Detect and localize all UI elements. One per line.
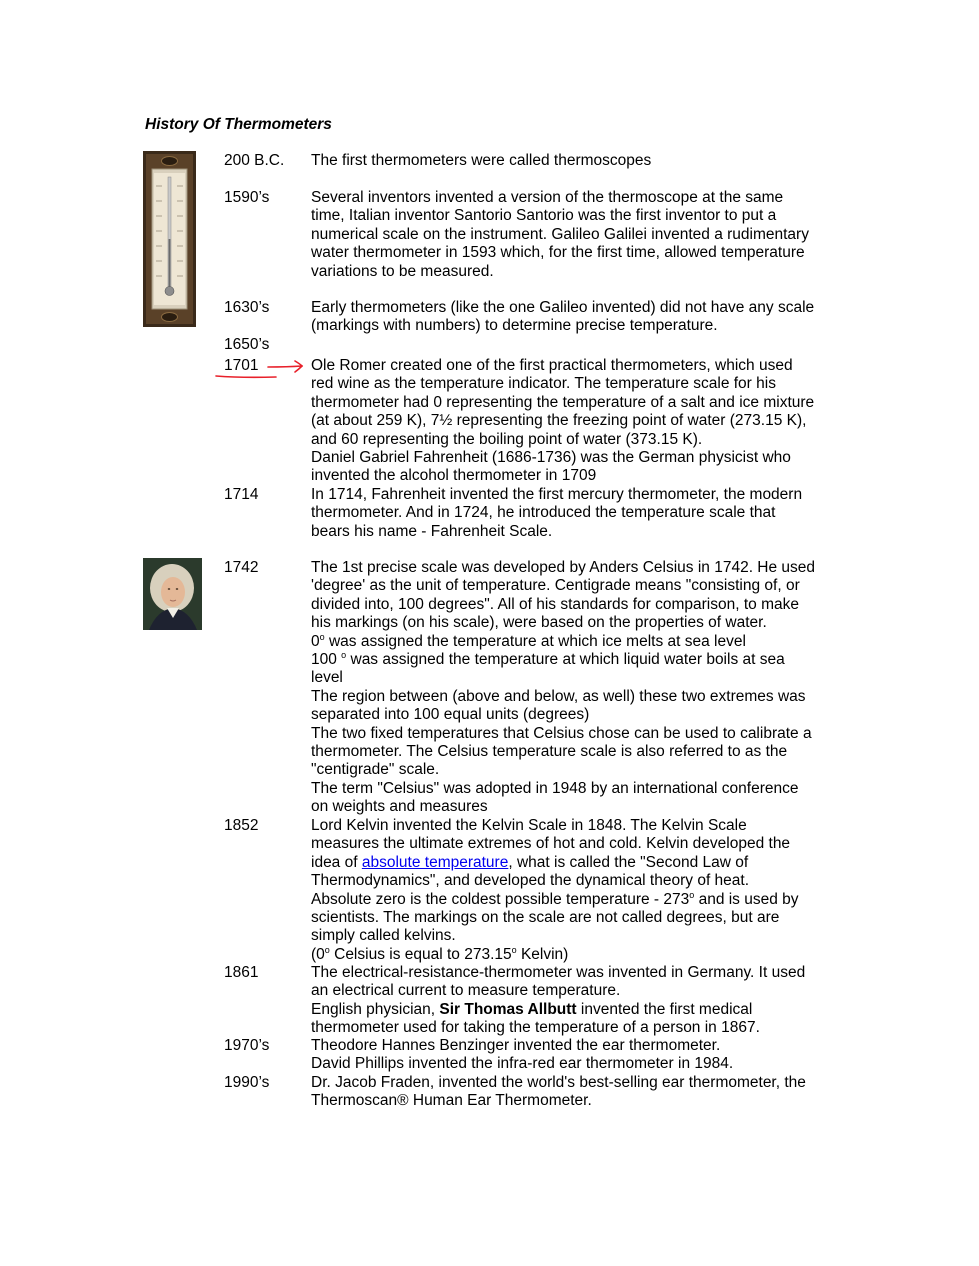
entry-text-fragment: Celsius is equal to 273.15 (329, 945, 512, 963)
entry-text: (at about 259 K), 7½ representing the freezing point of water (273.15 K), (311, 412, 807, 430)
entry-text: red wine as the temperature indicator. The temperature scale for his (311, 375, 776, 393)
year-label: 1990’s (224, 1074, 270, 1091)
entry-text-fragment: idea of (311, 853, 362, 871)
entry-text: an electrical current to measure temperature. (311, 982, 621, 1000)
entry-text: Lord Kelvin invented the Kelvin Scale in 1848. The Kelvin Scale (311, 817, 747, 834)
entry-text: Thermodynamics", and developed the dynamical theory of heat. (311, 872, 750, 890)
entry-text-fragment: and is used by (694, 890, 799, 908)
entry-text (311, 891, 844, 909)
degree-symbol: o (689, 889, 695, 900)
degree-symbol: o (341, 650, 347, 661)
timeline-entry-1861 (224, 964, 844, 1038)
entry-text-fragment: (0 (311, 945, 325, 963)
entry-text (311, 1001, 844, 1019)
timeline-entry-1852 (224, 817, 844, 964)
degree-symbol: o (324, 944, 330, 955)
entry-text: The electrical-resistance-thermometer was invented in Germany. It used (311, 964, 806, 981)
entry-text: The two fixed temperatures that Celsius chose can be used to calibrate a (311, 724, 812, 742)
thermometer-image (143, 151, 196, 327)
entry-text: thermometer. The Celsius temperature scale is also referred to as the (311, 743, 788, 761)
degree-number: 0 (311, 632, 320, 650)
entry-text: thermometer used for taking the temperature of a person in 1867. (311, 1019, 760, 1037)
entry-text (311, 946, 844, 964)
page-title: History Of Thermometers (145, 116, 332, 133)
entry-text: The term "Celsius" was adopted in 1948 by an international conference (311, 779, 799, 797)
bold-name: Sir Thomas Allbutt (439, 1000, 577, 1018)
entry-text: Theodore Hannes Benzinger invented the ear thermometer. (311, 1037, 721, 1054)
year-label: 1742 (224, 559, 259, 576)
entry-text: (markings with numbers) to determine precise temperature. (311, 317, 718, 335)
entry-text: "centigrade" scale. (311, 761, 440, 779)
entry-text: The 1st precise scale was developed by Anders Celsius in 1742. He used (311, 559, 816, 576)
entry-text-fragment: was assigned the temperature at which ice melts at sea level (324, 632, 746, 650)
entry-text-fragment: Absolute zero is the coldest possible temperature - 273 (311, 890, 690, 908)
entry-text: water thermometer in 1593 which, for the first time, allowed temperature (311, 244, 805, 262)
year-label: 1590’s (224, 189, 270, 206)
timeline-entry-1701 (224, 357, 844, 486)
entry-text: separated into 100 equal units (degrees) (311, 706, 590, 724)
entry-text: Daniel Gabriel Fahrenheit (1686-1736) was the German physicist who (311, 449, 791, 467)
celsius-portrait-image (143, 558, 202, 630)
year-label-1650s: 1650’s (224, 336, 270, 353)
timeline-entry-1714 (224, 486, 844, 541)
timeline-entry-200bc (224, 152, 844, 170)
entry-text: on weights and measures (311, 798, 488, 816)
entry-text: The region between (above and below, as well) these two extremes was (311, 687, 806, 705)
entry-text: In 1714, Fahrenheit invented the first mercury thermometer, the modern (311, 486, 803, 503)
entry-text: Thermoscan® Human Ear Thermometer. (311, 1092, 592, 1110)
entry-text: measures the ultimate extremes of hot and cold. Kelvin developed the (311, 835, 791, 853)
timeline-entry-1990s (224, 1074, 844, 1111)
timeline-entry-1742 (224, 559, 844, 817)
year-label: 1701 (224, 357, 259, 374)
entry-text: David Phillips invented the infra-red ear thermometer in 1984. (311, 1055, 734, 1073)
entry-text: Dr. Jacob Fraden, invented the world's best-selling ear thermometer, the (311, 1074, 806, 1091)
timeline-entry-1590s (224, 189, 844, 281)
entry-text: level (311, 669, 343, 687)
year-label: 1852 (224, 817, 259, 834)
year-label: 1714 (224, 486, 259, 503)
entry-text-fragment: , what is called the "Second Law of (508, 853, 749, 871)
entry-text: thermometer had 0 representing the temperature of a salt and ice mixture (311, 393, 815, 411)
entry-text: simply called kelvins. (311, 927, 456, 945)
entry-text-fragment: English physician, (311, 1000, 440, 1018)
timeline-entry-1970s (224, 1037, 844, 1074)
entry-text: his markings (on his scale), were based on the properties of water. (311, 614, 767, 632)
entry-text: thermometer. And in 1724, he introduced the temperature scale that (311, 504, 776, 522)
degree-symbol: o (511, 944, 517, 955)
entry-text: Ole Romer created one of the first practical thermometers, which used (311, 357, 793, 374)
entry-text: 'degree' as the unit of temperature. Centigrade means "consisting of, or (311, 577, 800, 595)
entry-text: Early thermometers (like the one Galileo invented) did not have any scale (311, 299, 815, 316)
entry-text (311, 651, 844, 669)
year-label: 200 B.C. (224, 152, 285, 169)
entry-text: divided into, 100 degrees". All of his standards for comparison, to make (311, 595, 799, 613)
entry-text: bears his name - Fahrenheit Scale. (311, 522, 553, 540)
entry-text-fragment: Kelvin) (516, 945, 569, 963)
entry-text: variations to be measured. (311, 262, 494, 280)
entry-text-fragment: was assigned the temperature at which liquid water boils at sea (346, 651, 785, 669)
degree-number: 100 (311, 651, 342, 669)
entry-text: and 60 representing the boiling point of water (373.15 K). (311, 430, 703, 448)
entry-text: Several inventors invented a version of the thermoscope at the same (311, 189, 784, 206)
entry-text: scientists. The markings on the scale are not called degrees, but are (311, 909, 780, 927)
year-label: 1630’s (224, 299, 270, 316)
absolute-temperature-link[interactable]: absolute temperature (361, 853, 509, 871)
year-label: 1970’s (224, 1037, 270, 1054)
entry-text (311, 633, 844, 651)
degree-symbol: o (319, 631, 325, 642)
timeline-entry-1630s (224, 299, 844, 336)
entry-text: numerical scale on the instrument. Galileo Galilei invented a rudimentary (311, 225, 809, 243)
entry-text-fragment: invented the first medical (576, 1000, 753, 1018)
entry-text: invented the alcohol thermometer in 1709 (311, 467, 597, 485)
entry-text: The first thermometers were called thermoscopes (311, 152, 652, 169)
entry-text: time, Italian inventor Santorio Santorio was the first inventor to put a (311, 207, 777, 225)
year-label: 1861 (224, 964, 259, 981)
entry-text (311, 854, 844, 872)
